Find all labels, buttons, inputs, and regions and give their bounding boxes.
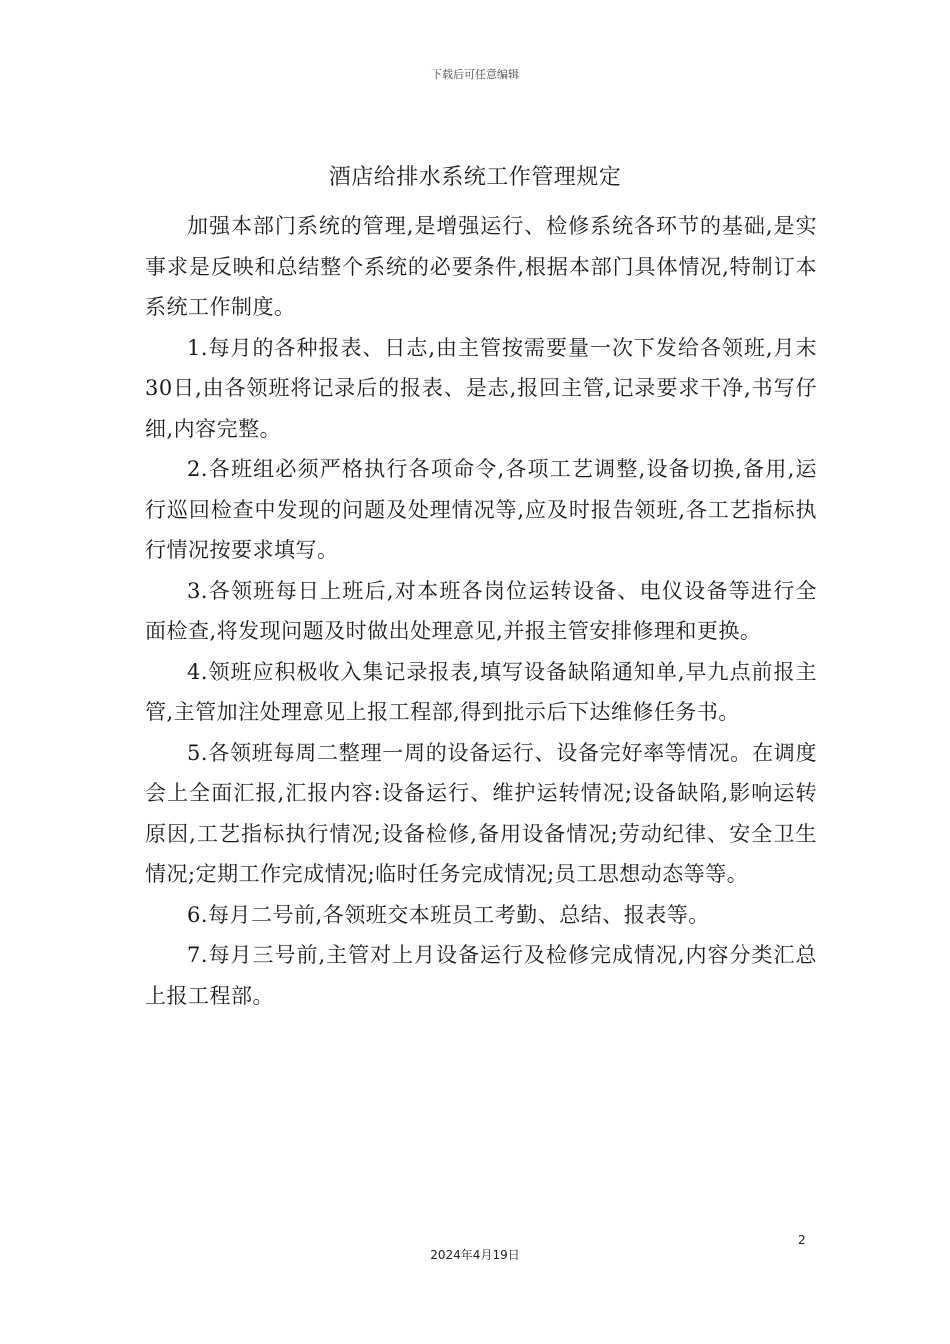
paragraph-item-1: 1.每月的各种报表、日志,由主管按需要量一次下发给各领班,月末30日,由各领班将记录后的报表、是志,报回主管,记录要求干净,书写仔细,内容完整。 [145, 335, 817, 441]
header-note: 下载后可任意编辑 [431, 68, 519, 81]
paragraph-item-2: 2.各班组必须严格执行各项命令,各项工艺调整,设备切换,备用,运行巡回检查中发现的问题及处理情况等,应及时报告领班,各工艺指标执行情况按要求填写。 [145, 457, 817, 562]
paragraph-item-5: 5.各领班每周二整理一周的设备运行、设备完好率等情况。在调度会上全面汇报,汇报内容:设备运行、维护运转情况;设备缺陷,影响运转原因,工艺指标执行情况;设备检修,备用设备情况;劳动纪律、安全卫生情况;定期工作完成情况;临时任务完成情况;员工思想动态等等。 [145, 740, 817, 886]
document-title: 酒店给排水系统工作管理规定 [328, 165, 622, 190]
paragraph-item-3: 3.各领班每日上班后,对本班各岗位运转设备、电仪设备等进行全面检查,将发现问题及时做出处理意见,并报主管安排修理和更换。 [145, 578, 817, 643]
document-body [145, 206, 817, 1016]
paragraph-item-4: 4.领班应积极收入集记录报表,填写设备缺陷通知单,早九点前报主管,主管加注处理意见上报工程部,得到批示后下达维修任务书。 [145, 659, 817, 724]
paragraph-item-7: 7.每月三号前,主管对上月设备运行及检修完成情况,内容分类汇总上报工程部。 [145, 943, 817, 1008]
paragraph-intro: 加强本部门系统的管理,是增强运行、检修系统各环节的基础,是实事求是反映和总结整个系统的必要条件,根据本部门具体情况,特制订本系统工作制度。 [145, 214, 817, 319]
footer-date: 2024年4月19日 [430, 1248, 520, 1262]
page-number: 2 [798, 1233, 806, 1247]
paragraph-item-6: 6.每月二号前,各领班交本班员工考勤、总结、报表等。 [187, 902, 710, 927]
